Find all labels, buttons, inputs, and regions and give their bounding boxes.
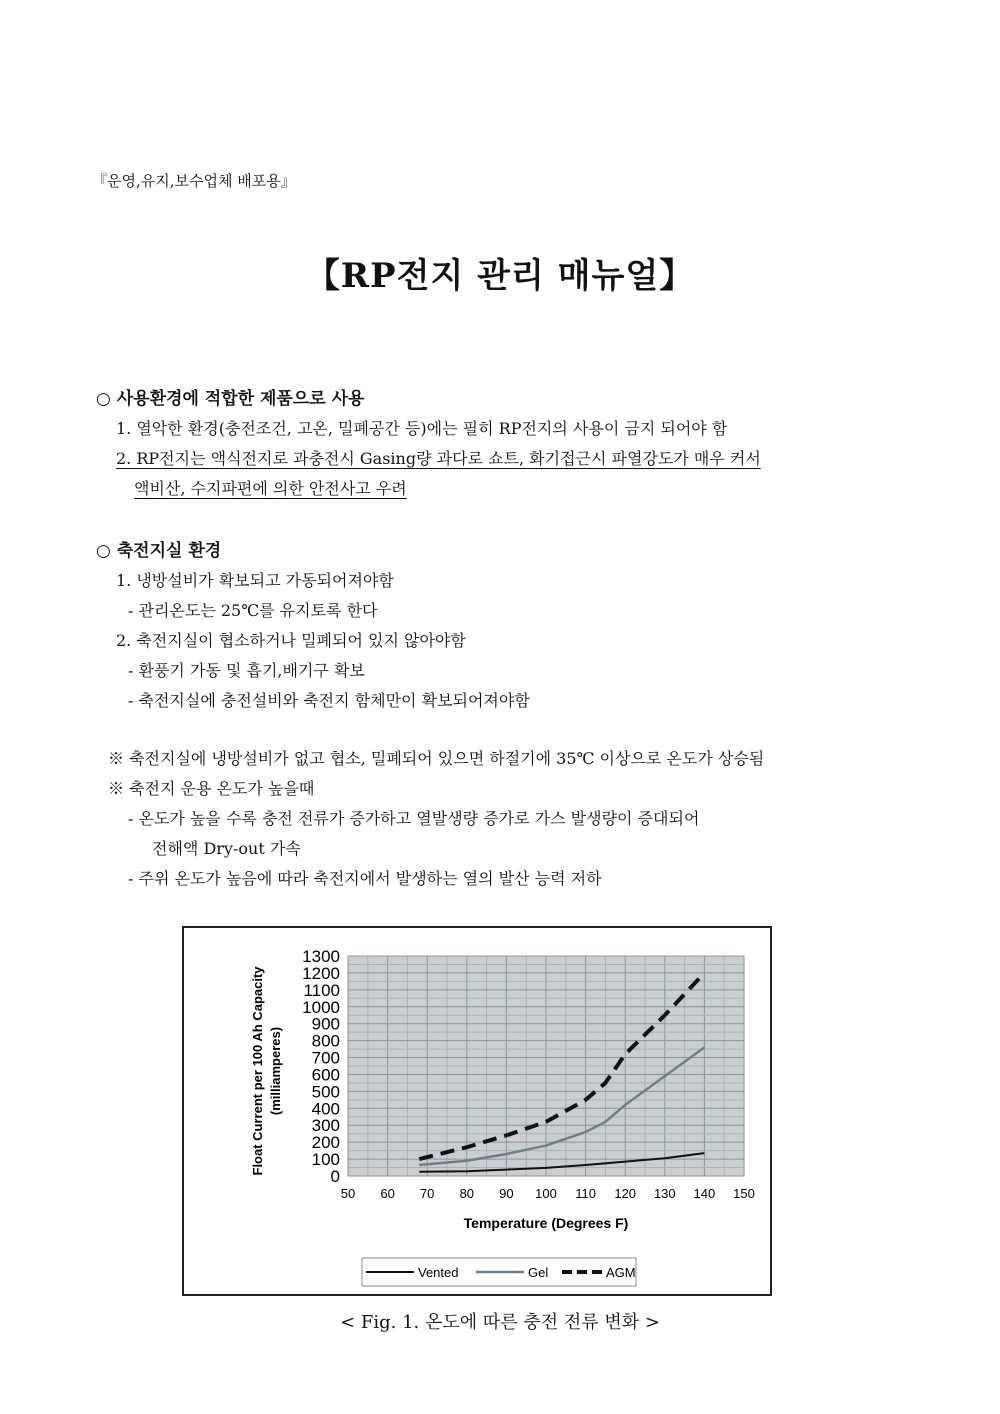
- x-tick-label: 100: [535, 1186, 557, 1201]
- section2-item-2: 2. 축전지실이 협소하거나 밀폐되어 있지 않아야함: [116, 631, 466, 650]
- y-tick-label: 1000: [302, 997, 340, 1017]
- section1-item-2-line1: 2. RP전지는 액식전지로 과충전시 Gasing량 과다로 쇼트, 화기접근시 파열강도가 매우 커서: [116, 449, 761, 468]
- section-heading-battery-room: ○ 축전지실 환경: [96, 541, 222, 561]
- section1-item-2-line2: 액비산, 수지파편에 의한 안전사고 우려: [134, 479, 407, 498]
- x-tick-labels: [341, 1186, 755, 1201]
- section2-item-1: 1. 냉방설비가 확보되고 가동되어져야함: [116, 571, 394, 590]
- y-tick-label: 200: [311, 1133, 340, 1153]
- x-tick-label: 120: [614, 1186, 637, 1201]
- y-tick-label: 700: [311, 1048, 340, 1068]
- y-tick-label: 900: [311, 1014, 340, 1034]
- section2-item-2-sub2: - 축전지실에 충전설비와 축전지 함체만이 확보되어져야함: [128, 691, 530, 710]
- x-tick-label: 140: [693, 1186, 716, 1201]
- x-tick-label: 50: [340, 1186, 356, 1201]
- note-2-sub1-line2: 전해액 Dry-out 가속: [152, 839, 301, 858]
- section2-item-2-sub1: - 환풍기 가동 및 흡기,배기구 확보: [128, 661, 365, 680]
- note-2: ※ 축전지 운용 온도가 높을때: [108, 779, 315, 798]
- legend-label-agm: AGM: [606, 1265, 636, 1280]
- y-tick-label: 500: [311, 1082, 340, 1102]
- section-heading-environment: ○ 사용환경에 적합한 제품으로 사용: [96, 389, 365, 409]
- y-axis-label-line2: (milliamperes): [268, 1026, 283, 1116]
- figure-frame: [182, 926, 772, 1296]
- x-tick-label: 80: [459, 1186, 475, 1201]
- x-tick-label: 60: [380, 1186, 395, 1201]
- y-tick-label: 1100: [303, 980, 340, 1000]
- y-tick-label: 300: [311, 1116, 340, 1136]
- y-tick-label: 600: [311, 1065, 340, 1085]
- distribution-note: 『운영,유지,보수업체 배포용』: [92, 172, 296, 190]
- y-tick-label: 0: [330, 1167, 340, 1186]
- document-title: 【RP전지 관리 매뉴얼】: [305, 256, 695, 296]
- float-current-chart: [184, 928, 770, 1294]
- y-tick-label: 800: [311, 1031, 340, 1051]
- y-tick-labels: [302, 947, 340, 1186]
- x-tick-label: 110: [575, 1186, 596, 1201]
- x-tick-label: 90: [499, 1186, 514, 1201]
- legend-label-vented: Vented: [418, 1265, 459, 1280]
- x-tick-label: 150: [733, 1186, 755, 1201]
- legend-label-gel: Gel: [528, 1265, 549, 1280]
- section2-item-1-sub: - 관리온도는 25℃를 유지토록 한다: [128, 601, 378, 620]
- y-tick-label: 400: [311, 1099, 340, 1119]
- y-tick-label: 100: [311, 1150, 340, 1170]
- x-axis-label: Temperature (Degrees F): [463, 1215, 629, 1231]
- figure-caption: < Fig. 1. 온도에 따른 충전 전류 변화 >: [340, 1312, 660, 1333]
- y-axis-label-line1: Float Current per 100 Ah Capacity: [250, 966, 265, 1176]
- x-tick-label: 70: [419, 1186, 435, 1201]
- section1-item-1: 1. 열악한 환경(충전조건, 고온, 밀폐공간 등)에는 필히 RP전지의 사용이 금지 되어야 함: [116, 419, 728, 438]
- y-tick-label: 1300: [302, 947, 340, 966]
- note-2-sub2: - 주위 온도가 높음에 따라 축전지에서 발생하는 열의 발산 능력 저하: [128, 869, 602, 888]
- note-2-sub1-line1: - 온도가 높을 수록 충전 전류가 증가하고 열발생량 증가로 가스 발생량이 증대되어: [128, 809, 700, 828]
- x-tick-label: 130: [653, 1186, 676, 1201]
- note-1: ※ 축전지실에 냉방설비가 없고 협소, 밀폐되어 있으면 하절기에 35℃ 이상으로 온도가 상승됨: [108, 749, 765, 768]
- chart-grid: [348, 956, 744, 1176]
- y-tick-label: 1200: [302, 963, 340, 983]
